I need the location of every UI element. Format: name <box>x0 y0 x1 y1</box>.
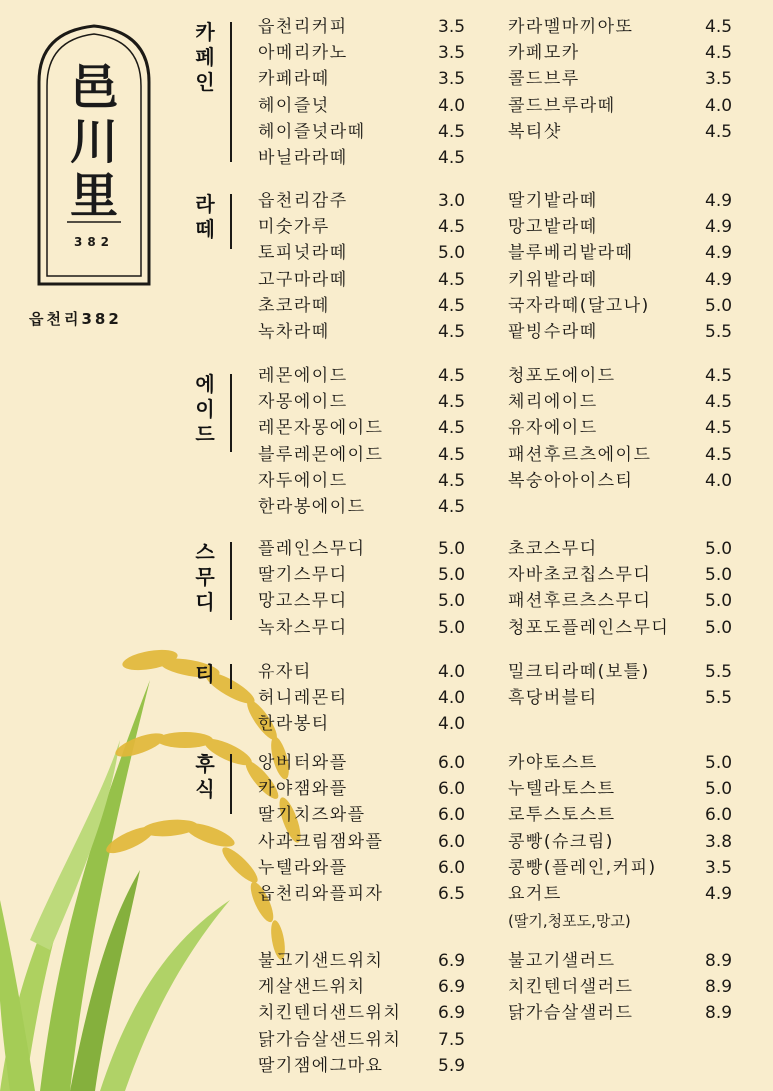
menu-item-name: 읍천리커피 <box>258 17 348 37</box>
menu-item-name: 토피넛라떼 <box>258 243 348 264</box>
menu-item-price: 4.5 <box>438 366 466 386</box>
menu-item-name: 닭가슴살샐러드 <box>508 1003 634 1024</box>
menu-item-price: 4.9 <box>705 269 733 290</box>
menu-item-name: 자두에이드 <box>258 470 348 491</box>
menu-item-name: 밀크티라떼(보틀) <box>508 662 650 682</box>
menu-item-price: 4.9 <box>705 243 733 264</box>
menu-item-name: 청포도에이드 <box>508 366 616 386</box>
menu-item-name: 카페모카 <box>508 43 580 64</box>
menu-item-name: 콩빵(플레인,커피) <box>508 857 657 878</box>
menu-item-price: 4.5 <box>438 322 466 342</box>
menu-item-name: 고구마라떼 <box>258 269 348 290</box>
menu-item-note: (딸기,청포도,망고) <box>508 912 631 931</box>
menu-item-name: 카페라떼 <box>258 69 330 90</box>
menu-item-price: 4.9 <box>705 884 733 904</box>
menu-item-price: 4.5 <box>438 121 466 142</box>
menu-item-price: 4.0 <box>705 470 733 491</box>
menu-item-price: 6.0 <box>438 805 466 826</box>
category-divider <box>230 374 232 452</box>
menu-item-price: 4.5 <box>438 295 466 316</box>
menu-item-name: 녹차스무디 <box>258 617 348 638</box>
menu-item-price: 4.5 <box>438 148 466 168</box>
menu-item-name: 사과크림잼와플 <box>258 831 384 852</box>
category-label: 에 이 드 <box>195 372 215 446</box>
menu-item-price: 6.9 <box>438 1003 466 1024</box>
menu-item-price: 4.5 <box>705 17 733 37</box>
menu-item-price: 4.0 <box>438 714 466 735</box>
menu-item-price: 5.0 <box>705 591 733 612</box>
logo-hanja-eup: 邑 <box>69 60 118 116</box>
menu-item-name: 딸기밭라떼 <box>508 191 598 211</box>
menu-item-name: 레몬자몽에이드 <box>258 418 384 439</box>
menu-item-price: 5.0 <box>705 539 733 559</box>
menu-item-price: 5.5 <box>705 662 733 682</box>
menu-item-price: 4.5 <box>705 121 733 142</box>
menu-item-price: 6.9 <box>438 977 466 998</box>
brand-logo <box>29 22 159 290</box>
menu-item-price: 4.9 <box>705 217 733 238</box>
menu-item-name: 유자티 <box>258 662 312 682</box>
menu-item-name: 헤이즐넛 <box>258 95 330 116</box>
menu-item-price: 3.0 <box>438 191 466 211</box>
menu-item-name: 초코스무디 <box>508 539 598 559</box>
menu-item-name: 요거트 <box>508 884 562 904</box>
menu-item-name: 레몬에이드 <box>258 366 348 386</box>
menu-item-name: 헤이즐넛라떼 <box>258 121 366 142</box>
menu-item-price: 8.9 <box>705 1003 733 1024</box>
menu-item-name: 카라멜마끼아또 <box>508 17 634 37</box>
menu-item-price: 4.5 <box>705 366 733 386</box>
menu-item-price: 6.0 <box>438 831 466 852</box>
menu-item-price: 6.0 <box>438 753 466 773</box>
menu-item-price: 4.5 <box>438 444 466 465</box>
brand-name: 읍천리382 <box>29 310 122 328</box>
menu-item-price: 3.8 <box>705 831 733 852</box>
menu-item-name: 치킨텐더샌드위치 <box>258 1003 402 1024</box>
menu-item-price: 4.0 <box>705 95 733 116</box>
menu-item-price: 4.9 <box>705 191 733 211</box>
menu-item-name: 게살샌드위치 <box>258 977 366 998</box>
menu-item-price: 4.5 <box>438 497 466 517</box>
menu-item-name: 녹차라떼 <box>258 322 330 342</box>
menu-item-price: 4.5 <box>705 418 733 439</box>
menu-item-price: 5.0 <box>705 617 733 638</box>
menu-item-name: 블루베리밭라떼 <box>508 243 634 264</box>
menu-item-price: 5.0 <box>705 295 733 316</box>
menu-item-name: 복티샷 <box>508 121 562 142</box>
menu-item-name: 패션후르츠에이드 <box>508 444 652 465</box>
menu-item-price: 6.0 <box>438 857 466 878</box>
menu-item-price: 5.9 <box>438 1055 466 1076</box>
category-divider <box>230 664 232 689</box>
menu-item-price: 3.5 <box>438 69 466 90</box>
menu-item-price: 6.5 <box>438 884 466 904</box>
menu-item-name: 망고밭라떼 <box>508 217 598 238</box>
menu-item-name: 콜드브루 <box>508 69 580 90</box>
menu-item-name: 로투스토스트 <box>508 805 616 826</box>
menu-item-price: 5.5 <box>705 322 733 342</box>
menu-item-name: 카야토스트 <box>508 753 598 773</box>
menu-item-name: 불고기샐러드 <box>508 951 616 971</box>
category-label: 후 식 <box>195 752 215 801</box>
menu-item-price: 4.5 <box>438 418 466 439</box>
category-divider <box>230 754 232 814</box>
menu-item-name: 딸기잼에그마요 <box>258 1055 384 1076</box>
menu-item-price: 4.5 <box>438 217 466 238</box>
menu-item-name: 자바초코칩스무디 <box>508 565 652 586</box>
category-divider <box>230 194 232 249</box>
menu-item-name: 자몽에이드 <box>258 392 348 413</box>
menu-item-name: 망고스무디 <box>258 591 348 612</box>
menu-item-price: 4.5 <box>705 43 733 64</box>
menu-item-name: 카야잼와플 <box>258 779 348 800</box>
menu-item-price: 4.5 <box>705 444 733 465</box>
menu-item-name: 청포도플레인스무디 <box>508 617 670 638</box>
menu-item-name: 키위밭라떼 <box>508 269 598 290</box>
logo-hanja-ri: 里 <box>69 168 118 224</box>
menu-item-price: 4.0 <box>438 95 466 116</box>
menu-item-name: 읍천리와플피자 <box>258 884 384 904</box>
menu-item-price: 5.0 <box>438 539 466 559</box>
menu-item-name: 유자에이드 <box>508 418 598 439</box>
menu-item-name: 바닐라라떼 <box>258 148 348 168</box>
menu-item-price: 4.5 <box>438 392 466 413</box>
category-label: 라 떼 <box>195 192 215 241</box>
menu-item-name: 흑당버블티 <box>508 688 598 709</box>
menu-item-name: 딸기치즈와플 <box>258 805 366 826</box>
menu-item-name: 미숫가루 <box>258 217 330 238</box>
menu-item-price: 3.5 <box>705 857 733 878</box>
category-divider <box>230 542 232 620</box>
menu-item-price: 7.5 <box>438 1029 466 1050</box>
category-label: 카 페 인 <box>195 20 215 94</box>
menu-item-price: 5.5 <box>705 688 733 709</box>
menu-item-name: 누텔라와플 <box>258 857 348 878</box>
menu-item-name: 블루레몬에이드 <box>258 444 384 465</box>
category-divider <box>230 22 232 162</box>
menu-item-price: 4.5 <box>705 392 733 413</box>
menu-item-price: 4.5 <box>438 269 466 290</box>
menu-item-price: 6.0 <box>705 805 733 826</box>
menu-item-name: 누텔라토스트 <box>508 779 616 800</box>
menu-item-price: 3.5 <box>705 69 733 90</box>
menu-item-price: 5.0 <box>705 779 733 800</box>
menu-item-price: 5.0 <box>705 753 733 773</box>
menu-item-price: 4.0 <box>438 688 466 709</box>
menu-item-name: 허니레몬티 <box>258 688 348 709</box>
menu-item-price: 3.5 <box>438 43 466 64</box>
logo-hanja-cheon: 川 <box>69 114 118 170</box>
menu-item-price: 3.5 <box>438 17 466 37</box>
menu-item-name: 복숭아아이스티 <box>508 470 634 491</box>
menu-item-price: 6.9 <box>438 951 466 971</box>
category-label: 스 무 디 <box>195 540 215 614</box>
menu-item-price: 5.0 <box>438 591 466 612</box>
menu-item-price: 6.0 <box>438 779 466 800</box>
menu-item-name: 읍천리감주 <box>258 191 348 211</box>
menu-item-price: 5.0 <box>438 565 466 586</box>
menu-item-name: 치킨텐더샐러드 <box>508 977 634 998</box>
menu-item-name: 팥빙수라떼 <box>508 322 598 342</box>
menu-item-name: 한라봉에이드 <box>258 497 366 517</box>
menu-item-name: 불고기샌드위치 <box>258 951 384 971</box>
menu-item-price: 4.0 <box>438 662 466 682</box>
menu-item-name: 아메리카노 <box>258 43 348 64</box>
menu-item-name: 닭가슴살샌드위치 <box>258 1029 402 1050</box>
menu-item-price: 4.5 <box>438 470 466 491</box>
menu-item-price: 8.9 <box>705 951 733 971</box>
menu-item-price: 5.0 <box>438 617 466 638</box>
menu-item-name: 초코라떼 <box>258 295 330 316</box>
menu-item-price: 5.0 <box>705 565 733 586</box>
menu-item-name: 콩빵(슈크림) <box>508 831 614 852</box>
menu-item-name: 앙버터와플 <box>258 753 348 773</box>
menu-item-price: 5.0 <box>438 243 466 264</box>
logo-number: 382 <box>73 235 115 249</box>
menu-item-name: 한라봉티 <box>258 714 330 735</box>
category-label: 티 <box>195 662 215 686</box>
menu-item-name: 콜드브루라떼 <box>508 95 616 116</box>
menu-item-name: 패션후르츠스무디 <box>508 591 652 612</box>
menu-item-name: 체리에이드 <box>508 392 598 413</box>
menu-item-name: 딸기스무디 <box>258 565 348 586</box>
menu-item-name: 국자라떼(달고나) <box>508 295 650 316</box>
menu-item-price: 8.9 <box>705 977 733 998</box>
menu-item-name: 플레인스무디 <box>258 539 366 559</box>
